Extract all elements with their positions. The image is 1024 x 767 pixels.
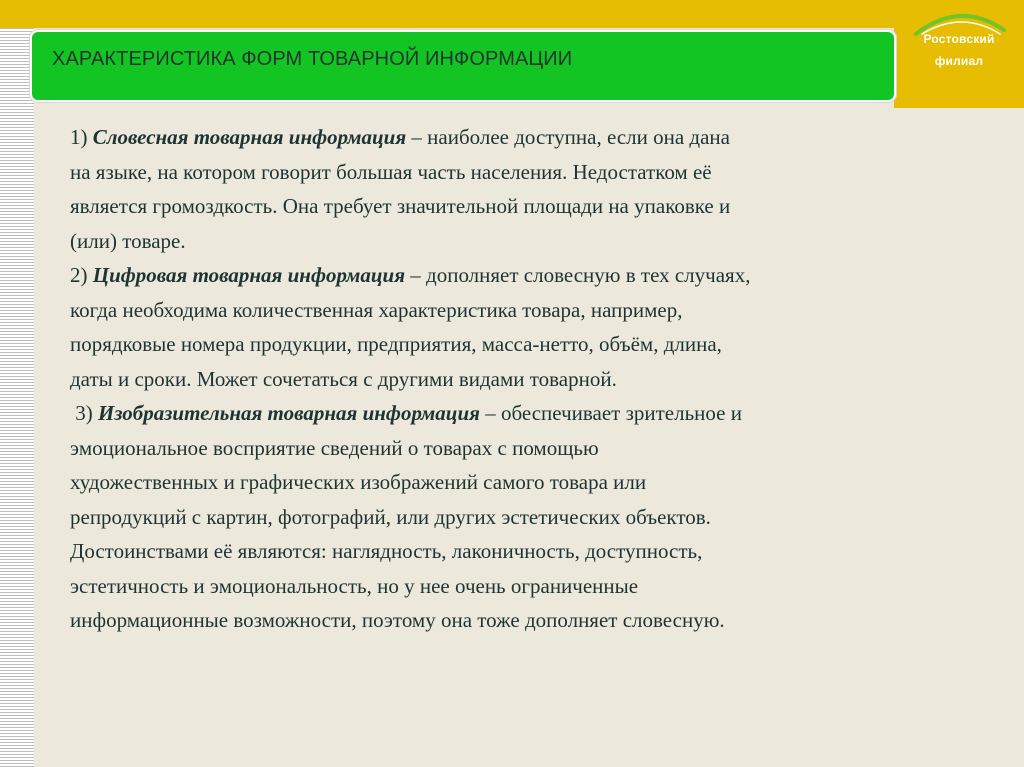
item-number: 3) [70,401,93,425]
term-visual: Изобразительная товарная информация [98,401,480,425]
body-line [70,258,1005,293]
line-text: – наиболее доступна, если она дана [411,125,730,149]
striped-gutter [0,28,34,767]
body-line: даты и сроки. Может сочетаться с другими видами товарной. [70,366,617,391]
logo-text-line2: филиал [934,54,984,68]
body-line: когда необходима количественная характеристика товара, например, [70,297,683,322]
body-line: является громоздкость. Она требует значительной площади на упаковке и [70,194,731,218]
body-line: художественных и графических изображений самого товара или [70,470,647,494]
line-text: – дополняет словесную в тех случаях, [410,263,751,287]
slide-title: ХАРАКТЕРИСТИКА ФОРМ ТОВАРНОЙ ИНФОРМАЦИИ [52,48,573,70]
body-line: репродукций с картин, фотографий, или других эстетических объектов. [70,504,711,529]
body-line [70,120,1005,155]
body-line: на языке, на котором говорит большая часть населения. Недостатком её [70,159,712,184]
body-line [70,396,1005,431]
body-line: порядковые номера продукции, предприятия, масса-нетто, объём, длина, [70,332,722,356]
term-digital: Цифровая товарная информация [92,263,406,287]
body-line: Достоинствами её являются: наглядность, лаконичность, доступность, [70,539,703,563]
body-line: информационные возможности, поэтому она тоже дополняет словесную. [70,608,725,632]
line-text: – обеспечивает зрительное и [485,401,742,425]
title-banner [30,30,896,102]
item-number: 2) [70,263,88,287]
top-band [0,0,1024,28]
logo-text-line1: Ростовский [923,32,995,46]
body-line: (или) товаре. [70,228,186,253]
body-line: эстетичность и эмоциональность, но у нее очень ограниченные [70,573,639,598]
slide-body [70,120,1005,638]
item-number: 1) [70,125,88,149]
term-verbal: Словесная товарная информация [92,125,407,149]
logo-panel [894,0,1024,108]
body-line: эмоциональное восприятие сведений о товарах с помощью [70,435,599,460]
